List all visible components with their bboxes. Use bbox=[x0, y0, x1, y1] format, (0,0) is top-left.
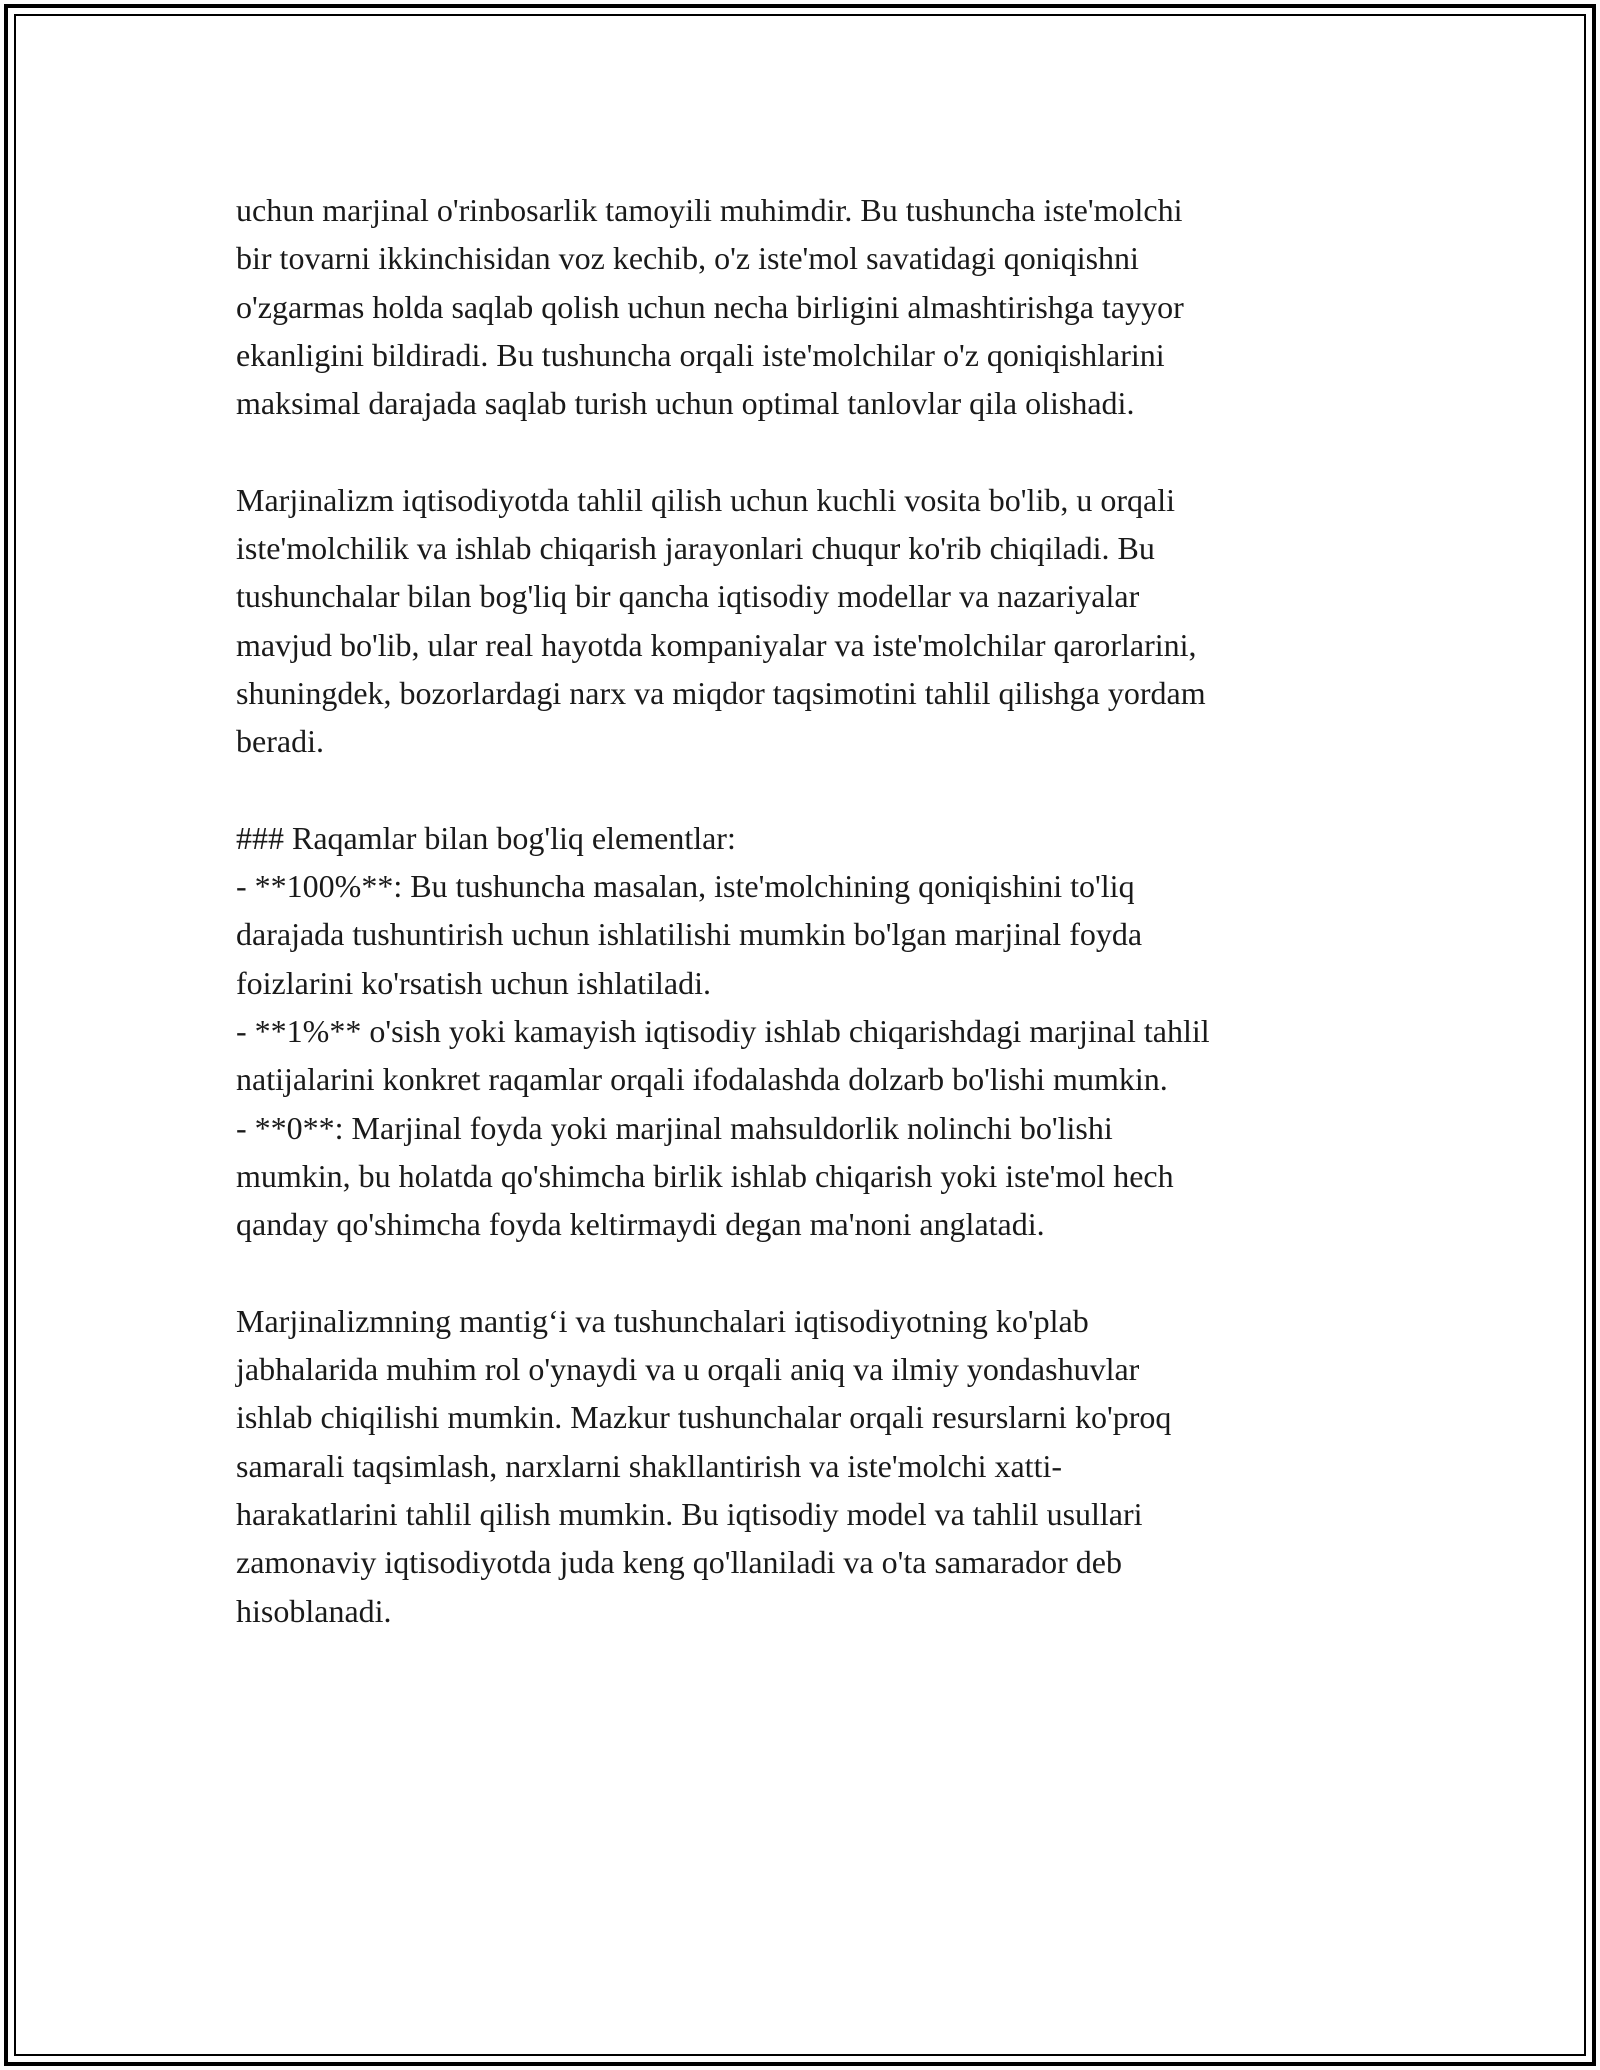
list-item-zero bbox=[236, 1104, 1356, 1249]
text-line: jabhalarida muhim rol o'ynaydi va u orqali aniq va ilmiy yondashuvlar bbox=[236, 1351, 1140, 1388]
text-line: beradi. bbox=[236, 723, 324, 760]
document-body bbox=[236, 186, 1356, 1635]
text-line: hisoblanadi. bbox=[236, 1592, 392, 1629]
text-line: darajada tushuntirish uchun ishlatilishi mumkin bo'lgan marjinal foyda bbox=[236, 916, 1143, 953]
paragraph-marginalism-tool bbox=[236, 476, 1356, 766]
text-line: ishlab chiqilishi mumkin. Mazkur tushunchalar orqali resurslarni ko'proq bbox=[236, 1399, 1172, 1436]
paragraph-marginal-substitution bbox=[236, 186, 1356, 427]
text-line: harakatlarini tahlil qilish mumkin. Bu iqtisodiy model va tahlil usullari bbox=[236, 1496, 1143, 1533]
text-line: shuningdek, bozorlardagi narx va miqdor taqsimotini tahlil qilishga yordam bbox=[236, 674, 1206, 711]
text-line: - **0**: Marjinal foyda yoki marjinal mahsuldorlik nolinchi bo'lishi bbox=[236, 1109, 1113, 1146]
text-line: Marjinalizmning mantig‘i va tushunchalari iqtisodiyotning ko'plab bbox=[236, 1302, 1089, 1339]
list-item-1-percent bbox=[236, 1007, 1356, 1104]
text-line: zamonaviy iqtisodiyotda juda keng qo'llaniladi va o'ta samarador deb bbox=[236, 1544, 1122, 1581]
text-line: tushunchalar bilan bog'liq bir qancha iqtisodiy modellar va nazariyalar bbox=[236, 578, 1140, 615]
text-line: - **1%** o'sish yoki kamayish iqtisodiy ishlab chiqarishdagi marjinal tahlil bbox=[236, 1013, 1210, 1050]
text-line: Marjinalizm iqtisodiyotda tahlil qilish uchun kuchli vosita bo'lib, u orqali bbox=[236, 481, 1175, 518]
text-line: mavjud bo'lib, ular real hayotda kompaniyalar va iste'molchilar qarorlarini, bbox=[236, 626, 1197, 663]
text-line: foizlarini ko'rsatish uchun ishlatiladi. bbox=[236, 964, 711, 1001]
text-line: o'zgarmas holda saqlab qolish uchun necha birligini almashtirishga tayyor bbox=[236, 288, 1184, 325]
section-heading: ### Raqamlar bilan bog'liq elementlar: bbox=[236, 819, 736, 856]
text-line: mumkin, bu holatda qo'shimcha birlik ishlab chiqarish yoki iste'mol hech bbox=[236, 1157, 1174, 1194]
text-line: maksimal darajada saqlab turish uchun optimal tanlovlar qila olishadi. bbox=[236, 385, 1135, 422]
text-line: - **100%**: Bu tushuncha masalan, iste'molchining qoniqishini to'liq bbox=[236, 868, 1135, 905]
text-line: qanday qo'shimcha foyda keltirmaydi degan ma'noni anglatadi. bbox=[236, 1206, 1045, 1243]
text-line: samarali taqsimlash, narxlarni shakllantirish va iste'molchi xatti- bbox=[236, 1447, 1062, 1484]
numeric-elements-section bbox=[236, 814, 1356, 1249]
list-item-100-percent bbox=[236, 862, 1356, 1007]
text-line: uchun marjinal o'rinbosarlik tamoyili muhimdir. Bu tushuncha iste'molchi bbox=[236, 192, 1183, 228]
paragraph-conclusion bbox=[236, 1297, 1356, 1635]
text-line: natijalarini konkret raqamlar orqali ifodalashda dolzarb bo'lishi mumkin. bbox=[236, 1061, 1168, 1098]
text-line: iste'molchilik va ishlab chiqarish jarayonlari chuqur ko'rib chiqiladi. Bu bbox=[236, 530, 1155, 567]
text-line: bir tovarni ikkinchisidan voz kechib, o'z iste'mol savatidagi qoniqishni bbox=[236, 240, 1139, 277]
text-line: ekanligini bildiradi. Bu tushuncha orqali iste'molchilar o'z qoniqishlarini bbox=[236, 336, 1165, 373]
